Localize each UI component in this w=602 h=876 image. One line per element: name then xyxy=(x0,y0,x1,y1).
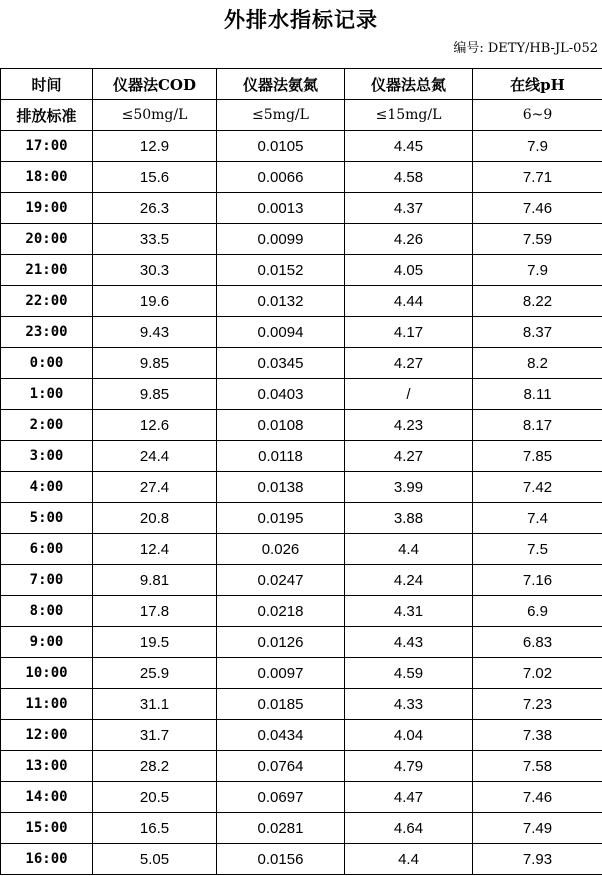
table-row xyxy=(1,193,602,224)
cod-cell: 27.4 xyxy=(93,472,217,503)
total-nitrogen-cell: 4.43 xyxy=(345,627,473,658)
total-nitrogen-cell: 4.44 xyxy=(345,286,473,317)
total-nitrogen-cell: 4.64 xyxy=(345,813,473,844)
cod-cell: 24.4 xyxy=(93,441,217,472)
ammonia-nitrogen-cell: 0.0764 xyxy=(217,751,345,782)
table-row xyxy=(1,782,602,813)
table-row xyxy=(1,813,602,844)
time-cell: 19:00 xyxy=(1,193,93,224)
standard-ph: 6~9 xyxy=(473,100,602,131)
time-cell: 2:00 xyxy=(1,410,93,441)
ph-cell: 7.02 xyxy=(473,658,602,689)
total-nitrogen-cell: 4.23 xyxy=(345,410,473,441)
total-nitrogen-cell: 4.4 xyxy=(345,844,473,875)
time-cell: 5:00 xyxy=(1,503,93,534)
table-row xyxy=(1,162,602,193)
ph-cell: 8.17 xyxy=(473,410,602,441)
time-cell: 0:00 xyxy=(1,348,93,379)
ph-cell: 7.16 xyxy=(473,565,602,596)
cod-cell: 26.3 xyxy=(93,193,217,224)
ammonia-nitrogen-cell: 0.0195 xyxy=(217,503,345,534)
ph-cell: 8.37 xyxy=(473,317,602,348)
ammonia-nitrogen-cell: 0.0152 xyxy=(217,255,345,286)
time-cell: 13:00 xyxy=(1,751,93,782)
standard-total-nitrogen: ≤15mg/L xyxy=(345,100,473,131)
header-row xyxy=(1,69,602,100)
header-cod: 仪器法COD xyxy=(93,69,217,100)
standard-row xyxy=(1,100,602,131)
ammonia-nitrogen-cell: 0.0697 xyxy=(217,782,345,813)
ph-cell: 7.38 xyxy=(473,720,602,751)
table-row xyxy=(1,565,602,596)
ammonia-nitrogen-cell: 0.0132 xyxy=(217,286,345,317)
ammonia-nitrogen-cell: 0.0138 xyxy=(217,472,345,503)
standard-cod: ≤50mg/L xyxy=(93,100,217,131)
ammonia-nitrogen-cell: 0.0218 xyxy=(217,596,345,627)
cod-cell: 20.5 xyxy=(93,782,217,813)
cod-cell: 9.81 xyxy=(93,565,217,596)
cod-cell: 30.3 xyxy=(93,255,217,286)
cod-cell: 9.85 xyxy=(93,379,217,410)
document-number: 编号: DETY/HB-JL-052 xyxy=(453,41,598,56)
table-row xyxy=(1,286,602,317)
cod-cell: 31.1 xyxy=(93,689,217,720)
table-row xyxy=(1,131,602,162)
total-nitrogen-cell: 4.37 xyxy=(345,193,473,224)
ph-cell: 7.49 xyxy=(473,813,602,844)
cod-cell: 15.6 xyxy=(93,162,217,193)
table-row xyxy=(1,224,602,255)
total-nitrogen-cell: 4.26 xyxy=(345,224,473,255)
time-cell: 6:00 xyxy=(1,534,93,565)
ph-cell: 7.46 xyxy=(473,782,602,813)
cod-cell: 25.9 xyxy=(93,658,217,689)
cod-cell: 19.6 xyxy=(93,286,217,317)
table-row xyxy=(1,627,602,658)
cod-cell: 9.85 xyxy=(93,348,217,379)
time-cell: 15:00 xyxy=(1,813,93,844)
table-row xyxy=(1,720,602,751)
ammonia-nitrogen-cell: 0.0094 xyxy=(217,317,345,348)
cod-cell: 12.6 xyxy=(93,410,217,441)
time-cell: 21:00 xyxy=(1,255,93,286)
total-nitrogen-cell: 3.88 xyxy=(345,503,473,534)
total-nitrogen-cell: 4.79 xyxy=(345,751,473,782)
cod-cell: 12.9 xyxy=(93,131,217,162)
ph-cell: 7.46 xyxy=(473,193,602,224)
time-cell: 16:00 xyxy=(1,844,93,875)
ammonia-nitrogen-cell: 0.0247 xyxy=(217,565,345,596)
total-nitrogen-cell: 4.59 xyxy=(345,658,473,689)
time-cell: 8:00 xyxy=(1,596,93,627)
ph-cell: 7.4 xyxy=(473,503,602,534)
ammonia-nitrogen-cell: 0.0403 xyxy=(217,379,345,410)
ph-cell: 7.5 xyxy=(473,534,602,565)
total-nitrogen-cell: 4.27 xyxy=(345,441,473,472)
ammonia-nitrogen-cell: 0.0345 xyxy=(217,348,345,379)
total-nitrogen-cell: 3.99 xyxy=(345,472,473,503)
table-row xyxy=(1,596,602,627)
ammonia-nitrogen-cell: 0.0108 xyxy=(217,410,345,441)
header-ph: 在线pH xyxy=(473,69,602,100)
ph-cell: 8.22 xyxy=(473,286,602,317)
table-row xyxy=(1,689,602,720)
time-cell: 17:00 xyxy=(1,131,93,162)
total-nitrogen-cell: 4.33 xyxy=(345,689,473,720)
ammonia-nitrogen-cell: 0.0013 xyxy=(217,193,345,224)
time-cell: 12:00 xyxy=(1,720,93,751)
ph-cell: 8.2 xyxy=(473,348,602,379)
total-nitrogen-cell: 4.58 xyxy=(345,162,473,193)
ph-cell: 7.93 xyxy=(473,844,602,875)
table-row xyxy=(1,441,602,472)
time-cell: 10:00 xyxy=(1,658,93,689)
ammonia-nitrogen-cell: 0.0066 xyxy=(217,162,345,193)
standard-label: 排放标准 xyxy=(1,100,93,131)
total-nitrogen-cell: 4.24 xyxy=(345,565,473,596)
time-cell: 22:00 xyxy=(1,286,93,317)
ammonia-nitrogen-cell: 0.026 xyxy=(217,534,345,565)
ammonia-nitrogen-cell: 0.0434 xyxy=(217,720,345,751)
table-row xyxy=(1,348,602,379)
table-row xyxy=(1,751,602,782)
ph-cell: 7.42 xyxy=(473,472,602,503)
ph-cell: 7.9 xyxy=(473,131,602,162)
header-total-nitrogen: 仪器法总氮 xyxy=(345,69,473,100)
cod-cell: 33.5 xyxy=(93,224,217,255)
cod-cell: 20.8 xyxy=(93,503,217,534)
ph-cell: 6.83 xyxy=(473,627,602,658)
ph-cell: 7.9 xyxy=(473,255,602,286)
ammonia-nitrogen-cell: 0.0105 xyxy=(217,131,345,162)
table-row xyxy=(1,844,602,875)
page-title: 外排水指标记录 xyxy=(224,7,378,32)
ph-cell: 7.58 xyxy=(473,751,602,782)
cod-cell: 19.5 xyxy=(93,627,217,658)
table-row xyxy=(1,534,602,565)
time-cell: 3:00 xyxy=(1,441,93,472)
total-nitrogen-cell: 4.45 xyxy=(345,131,473,162)
header-time: 时间 xyxy=(1,69,93,100)
ph-cell: 8.11 xyxy=(473,379,602,410)
time-cell: 7:00 xyxy=(1,565,93,596)
total-nitrogen-cell: 4.17 xyxy=(345,317,473,348)
ammonia-nitrogen-cell: 0.0156 xyxy=(217,844,345,875)
table-row xyxy=(1,255,602,286)
header-ammonia-nitrogen: 仪器法氨氮 xyxy=(217,69,345,100)
cod-cell: 5.05 xyxy=(93,844,217,875)
discharge-table xyxy=(0,68,602,875)
table-row xyxy=(1,658,602,689)
cod-cell: 31.7 xyxy=(93,720,217,751)
time-cell: 4:00 xyxy=(1,472,93,503)
table-row xyxy=(1,503,602,534)
time-cell: 9:00 xyxy=(1,627,93,658)
time-cell: 18:00 xyxy=(1,162,93,193)
ph-cell: 7.59 xyxy=(473,224,602,255)
total-nitrogen-cell: 4.31 xyxy=(345,596,473,627)
ph-cell: 6.9 xyxy=(473,596,602,627)
cod-cell: 16.5 xyxy=(93,813,217,844)
ph-cell: 7.85 xyxy=(473,441,602,472)
ammonia-nitrogen-cell: 0.0099 xyxy=(217,224,345,255)
total-nitrogen-cell: 4.04 xyxy=(345,720,473,751)
cod-cell: 9.43 xyxy=(93,317,217,348)
total-nitrogen-cell: / xyxy=(345,379,473,410)
ammonia-nitrogen-cell: 0.0097 xyxy=(217,658,345,689)
ph-cell: 7.23 xyxy=(473,689,602,720)
total-nitrogen-cell: 4.27 xyxy=(345,348,473,379)
cod-cell: 17.8 xyxy=(93,596,217,627)
ammonia-nitrogen-cell: 0.0185 xyxy=(217,689,345,720)
time-cell: 20:00 xyxy=(1,224,93,255)
time-cell: 1:00 xyxy=(1,379,93,410)
table-row xyxy=(1,472,602,503)
table-row xyxy=(1,379,602,410)
time-cell: 23:00 xyxy=(1,317,93,348)
table-row xyxy=(1,410,602,441)
time-cell: 11:00 xyxy=(1,689,93,720)
cod-cell: 28.2 xyxy=(93,751,217,782)
table-row xyxy=(1,317,602,348)
time-cell: 14:00 xyxy=(1,782,93,813)
ammonia-nitrogen-cell: 0.0126 xyxy=(217,627,345,658)
standard-ammonia-nitrogen: ≤5mg/L xyxy=(217,100,345,131)
total-nitrogen-cell: 4.05 xyxy=(345,255,473,286)
total-nitrogen-cell: 4.47 xyxy=(345,782,473,813)
ammonia-nitrogen-cell: 0.0118 xyxy=(217,441,345,472)
total-nitrogen-cell: 4.4 xyxy=(345,534,473,565)
ph-cell: 7.71 xyxy=(473,162,602,193)
ammonia-nitrogen-cell: 0.0281 xyxy=(217,813,345,844)
cod-cell: 12.4 xyxy=(93,534,217,565)
